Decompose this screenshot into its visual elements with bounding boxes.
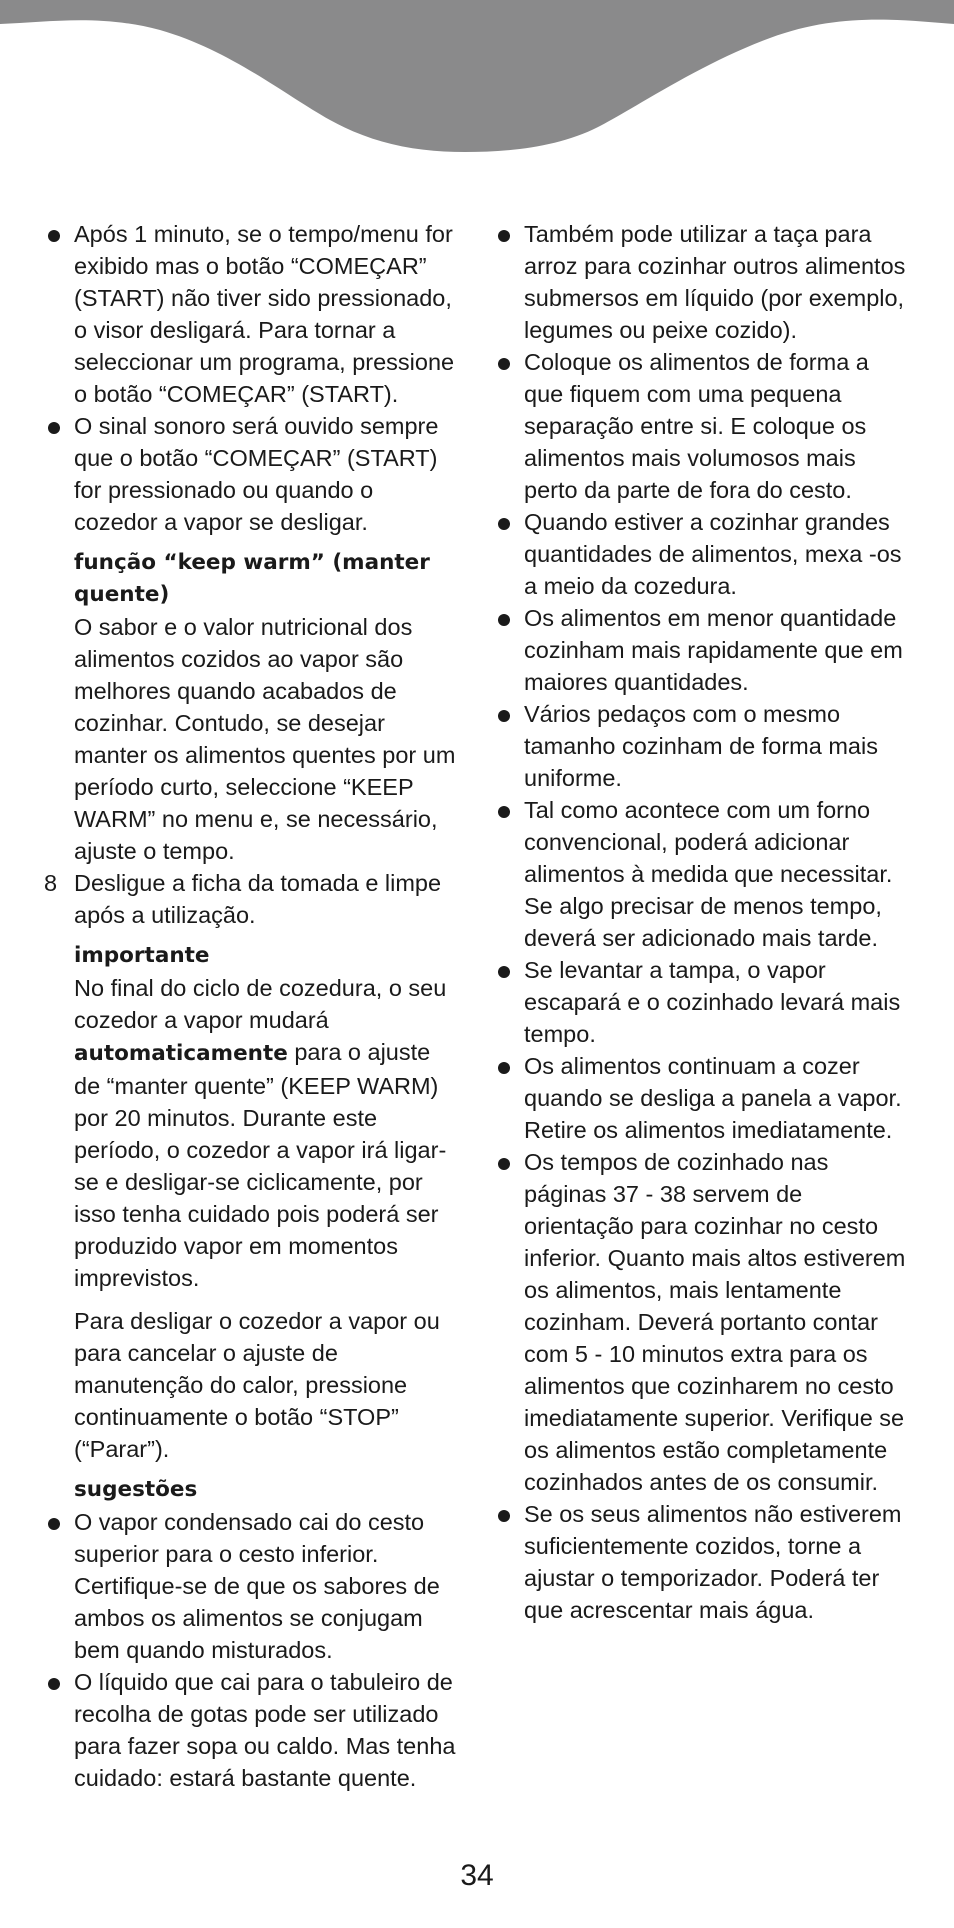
left-column: [44, 218, 462, 1794]
list-item-text: Vários pedaços com o mesmo tamanho cozinham de forma mais uniforme.: [524, 701, 878, 791]
right-column: [494, 218, 912, 1626]
list-item-text: Se levantar a tampa, o vapor escapará e o cozinhado levará mais tempo.: [524, 957, 901, 1047]
keep-warm-text: O sabor e o valor nutricional dos alimentos cozidos ao vapor são melhores quando acabados de cozinhar. Contudo, se desejar manter os alimentos quentes por um período curto, seleccione “KEEP WARM” no menu e, se necessário, ajuste o tempo.: [74, 614, 456, 864]
list-item-text: Também pode utilizar a taça para arroz para cozinhar outros alimentos submersos em líquido (por exemplo, legumes ou peixe cozido).: [524, 221, 906, 343]
list-item: [44, 218, 462, 410]
list-item-text: Os tempos de cozinhado nas páginas 37 - 38 servem de orientação para cozinhar no cesto inferior. Quanto mais altos estiverem os alimentos, mais lentamente cozinham. Deverá portanto contar com 5 - 10 minutos extra para os alimentos que cozinharem no cesto imediatamente superior. Verifique se os alimentos estão completamente cozinhados antes de os consumir.: [524, 1149, 906, 1495]
list-item: [494, 346, 912, 506]
page-number: 34: [460, 1859, 494, 1892]
list-item-text: O vapor condensado cai do cesto superior para o cesto inferior. Certifique-se de que os sabores de ambos os alimentos se conjugam bem quando misturados.: [74, 1509, 440, 1663]
important-text-end: para o ajuste de “manter quente” (KEEP WARM) por 20 minutos. Durante este período, o cozedor a vapor irá ligar-se e desligar-se ciclicamente, por isso tenha cuidado pois poderá ser produzido vapor em momentos imprevistos.: [74, 1039, 447, 1291]
list-item: [44, 1666, 462, 1794]
bullet-icon: [498, 1062, 510, 1074]
list-item-text: O sinal sonoro será ouvido sempre que o botão “COMEÇAR” (START) for pressionado ou quando o cozedor a vapor se desligar.: [74, 413, 439, 535]
list-item-text: Se os seus alimentos não estiverem suficientemente cozidos, torne a ajustar o temporizador. Poderá ter que acrescentar mais água.: [524, 1501, 902, 1623]
bullet-icon: [498, 1510, 510, 1522]
list-item-text: Os alimentos em menor quantidade cozinham mais rapidamente que em maiores quantidades.: [524, 605, 903, 695]
bullet-icon: [498, 518, 510, 530]
bullet-icon: [48, 1678, 60, 1690]
list-item-text: O líquido que cai para o tabuleiro de recolha de gotas pode ser utilizado para fazer sopa ou caldo. Mas tenha cuidado: estará bastante quente.: [74, 1669, 456, 1791]
bullet-icon: [48, 422, 60, 434]
important-heading: importante: [74, 943, 210, 968]
list-item: [494, 506, 912, 602]
important-text: [44, 972, 462, 1294]
list-item: [44, 1506, 462, 1666]
important-text-start: No final do ciclo de cozedura, o seu cozedor a vapor mudará: [74, 975, 447, 1033]
important-text-emphasis: automaticamente: [74, 1041, 288, 1066]
list-item: [494, 794, 912, 954]
bullet-icon: [498, 710, 510, 722]
list-item: [494, 698, 912, 794]
list-item-text: Após 1 minuto, se o tempo/menu for exibido mas o botão “COMEÇAR” (START) não tiver sido pressionado, o visor desligará. Para tornar a seleccionar um programa, pressione o botão “COMEÇAR” (START).: [74, 221, 455, 407]
list-item: [494, 1050, 912, 1146]
bullet-icon: [498, 806, 510, 818]
bullet-icon: [498, 230, 510, 242]
keep-warm-heading: função “keep warm” (manter quente): [74, 550, 430, 607]
bullet-icon: [498, 966, 510, 978]
bullet-icon: [48, 1518, 60, 1530]
bullet-icon: [498, 1158, 510, 1170]
list-item: [494, 1146, 912, 1498]
list-item-text: Os alimentos continuam a cozer quando se desliga a panela a vapor. Retire os alimentos imediatamente.: [524, 1053, 902, 1143]
list-item-text: Tal como acontece com um forno convencional, poderá adicionar alimentos à medida que necessitar. Se algo precisar de menos tempo, deverá ser adicionado mais tarde.: [524, 797, 893, 951]
list-item: [494, 954, 912, 1050]
bullet-icon: [48, 230, 60, 242]
step-number: 8: [44, 870, 58, 896]
list-item: [44, 410, 462, 538]
header-wave-decoration: [0, 0, 954, 160]
list-item: [494, 1498, 912, 1626]
list-item-text: Coloque os alimentos de forma a que fiquem com uma pequena separação entre si. E coloque os alimentos mais volumosos mais perto da parte de fora do cesto.: [524, 349, 869, 503]
list-item-text: Quando estiver a cozinhar grandes quantidades de alimentos, mexa -os a meio da cozedura.: [524, 509, 902, 599]
stop-instructions: Para desligar o cozedor a vapor ou para cancelar o ajuste de manutenção do calor, pressione continuamente o botão “STOP” (“Parar”).: [74, 1308, 440, 1462]
list-item: [494, 602, 912, 698]
bullet-icon: [498, 614, 510, 626]
bullet-icon: [498, 358, 510, 370]
tips-heading: sugestões: [74, 1477, 198, 1502]
step-8: [44, 867, 462, 931]
list-item: [494, 218, 912, 346]
step-text: Desligue a ficha da tomada e limpe após a utilização.: [74, 870, 442, 928]
